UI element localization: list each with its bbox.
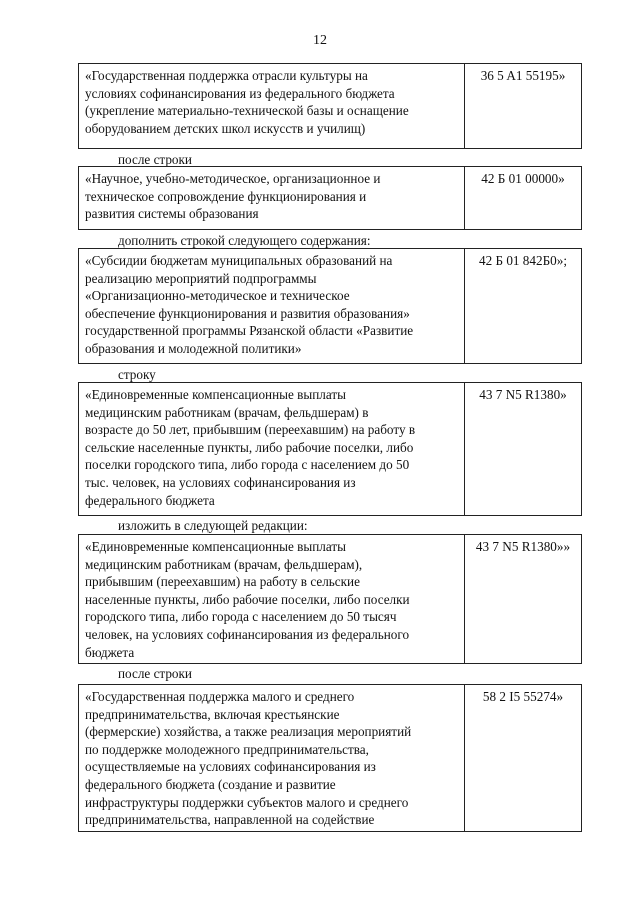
row-code	[465, 167, 581, 229]
description-line: государственной программы Рязанской области «Развитие	[85, 323, 414, 339]
description-line: оборудованием детских школ искусств и училищ)	[85, 120, 366, 136]
description-line: предпринимательства, включая крестьянские	[85, 706, 340, 722]
description-line: человек, на условиях софинансирования из федерального	[85, 626, 410, 642]
row-description	[79, 383, 465, 515]
description-line: прибывшим (переехавшим) на работу в сельские	[85, 574, 360, 590]
budget-row-medical-payments-old	[78, 382, 582, 516]
instruction-after-line: после строки	[118, 666, 192, 681]
row-description	[79, 249, 465, 363]
description-line: населенные пункты, либо рабочие поселки, либо поселки	[85, 591, 410, 607]
description-line: «Научное, учебно-методическое, организационное и	[85, 171, 381, 186]
description-line: тыс. человек, на условиях софинансирования из	[85, 474, 356, 490]
code-value: 42 Б 01 00000»	[481, 171, 565, 186]
description-line: обеспечение функционирования и развития образования»	[85, 305, 410, 321]
budget-row-municipal-subsidies	[78, 248, 582, 364]
row-code	[465, 64, 581, 148]
row-description	[79, 535, 465, 663]
description-line: «Субсидии бюджетам муниципальных образований на	[85, 253, 393, 268]
description-line: по поддержке молодежного предпринимательства,	[85, 741, 369, 757]
budget-row-medical-payments-new	[78, 534, 582, 664]
page-number: 12	[313, 33, 327, 48]
description-line: бюджета	[85, 644, 135, 660]
code-value: 43 7 N5 R1380»	[479, 387, 567, 402]
row-description	[79, 167, 465, 229]
description-line: «Единовременные компенсационные выплаты	[85, 539, 347, 554]
row-description	[79, 685, 465, 831]
instruction-line: строку	[118, 367, 156, 382]
code-value: 42 Б 01 842Б0»;	[478, 253, 568, 268]
description-line: осуществляемые на условиях софинансирования из	[85, 759, 376, 775]
budget-row-small-business-support	[78, 684, 582, 832]
row-code	[465, 383, 581, 515]
description-line: (фермерские) хозяйства, а также реализация мероприятий	[85, 724, 412, 740]
code-value: 58 2 I5 55274»	[482, 689, 564, 704]
row-code	[465, 685, 581, 831]
description-line: реализацию мероприятий подпрограммы	[85, 270, 317, 286]
instruction-add-line: дополнить строкой следующего содержания:	[118, 233, 371, 248]
description-line: техническое сопровождение функционирования и	[85, 188, 367, 204]
description-line: «Единовременные компенсационные выплаты	[85, 387, 347, 402]
description-line: «Государственная поддержка малого и среднего	[85, 689, 355, 704]
row-code	[465, 535, 581, 663]
description-line: инфраструктуры поддержки субъектов малого и среднего	[85, 794, 409, 810]
description-line: образования и молодежной политики»	[85, 340, 302, 356]
row-code	[465, 249, 581, 363]
description-line: поселки городского типа, либо города с населением до 50	[85, 457, 410, 473]
budget-row-culture-support	[78, 63, 582, 149]
description-line: сельские населенные пункты, либо рабочие поселки, либо	[85, 439, 414, 455]
description-line: возрасте до 50 лет, прибывшим (переехавшим) на работу в	[85, 422, 416, 438]
description-line: развития системы образования	[85, 206, 259, 222]
description-line: федерального бюджета	[85, 492, 215, 508]
code-value: 43 7 N5 R1380»»	[475, 539, 571, 554]
description-line: (укрепление материально-технической базы и оснащение	[85, 103, 409, 119]
budget-row-education-support	[78, 166, 582, 230]
instruction-replace: изложить в следующей редакции:	[118, 518, 308, 533]
description-line: медицинским работникам (врачам, фельдшерам),	[85, 556, 363, 572]
description-line: условиях софинансирования из федерального бюджета	[85, 85, 395, 101]
description-line: медицинским работникам (врачам, фельдшерам) в	[85, 404, 369, 420]
description-line: предпринимательства, направленной на содействие	[85, 812, 375, 828]
description-line: «Организационно-методическое и техническое	[85, 288, 350, 304]
description-line: «Государственная поддержка отрасли культуры на	[85, 68, 368, 83]
description-line: федерального бюджета (создание и развитие	[85, 776, 336, 792]
code-value: 36 5 A1 55195»	[480, 68, 566, 83]
row-description	[79, 64, 465, 148]
description-line: городского типа, либо города с населением до 50 тысяч	[85, 609, 397, 625]
instruction-after-line: после строки	[118, 152, 192, 167]
